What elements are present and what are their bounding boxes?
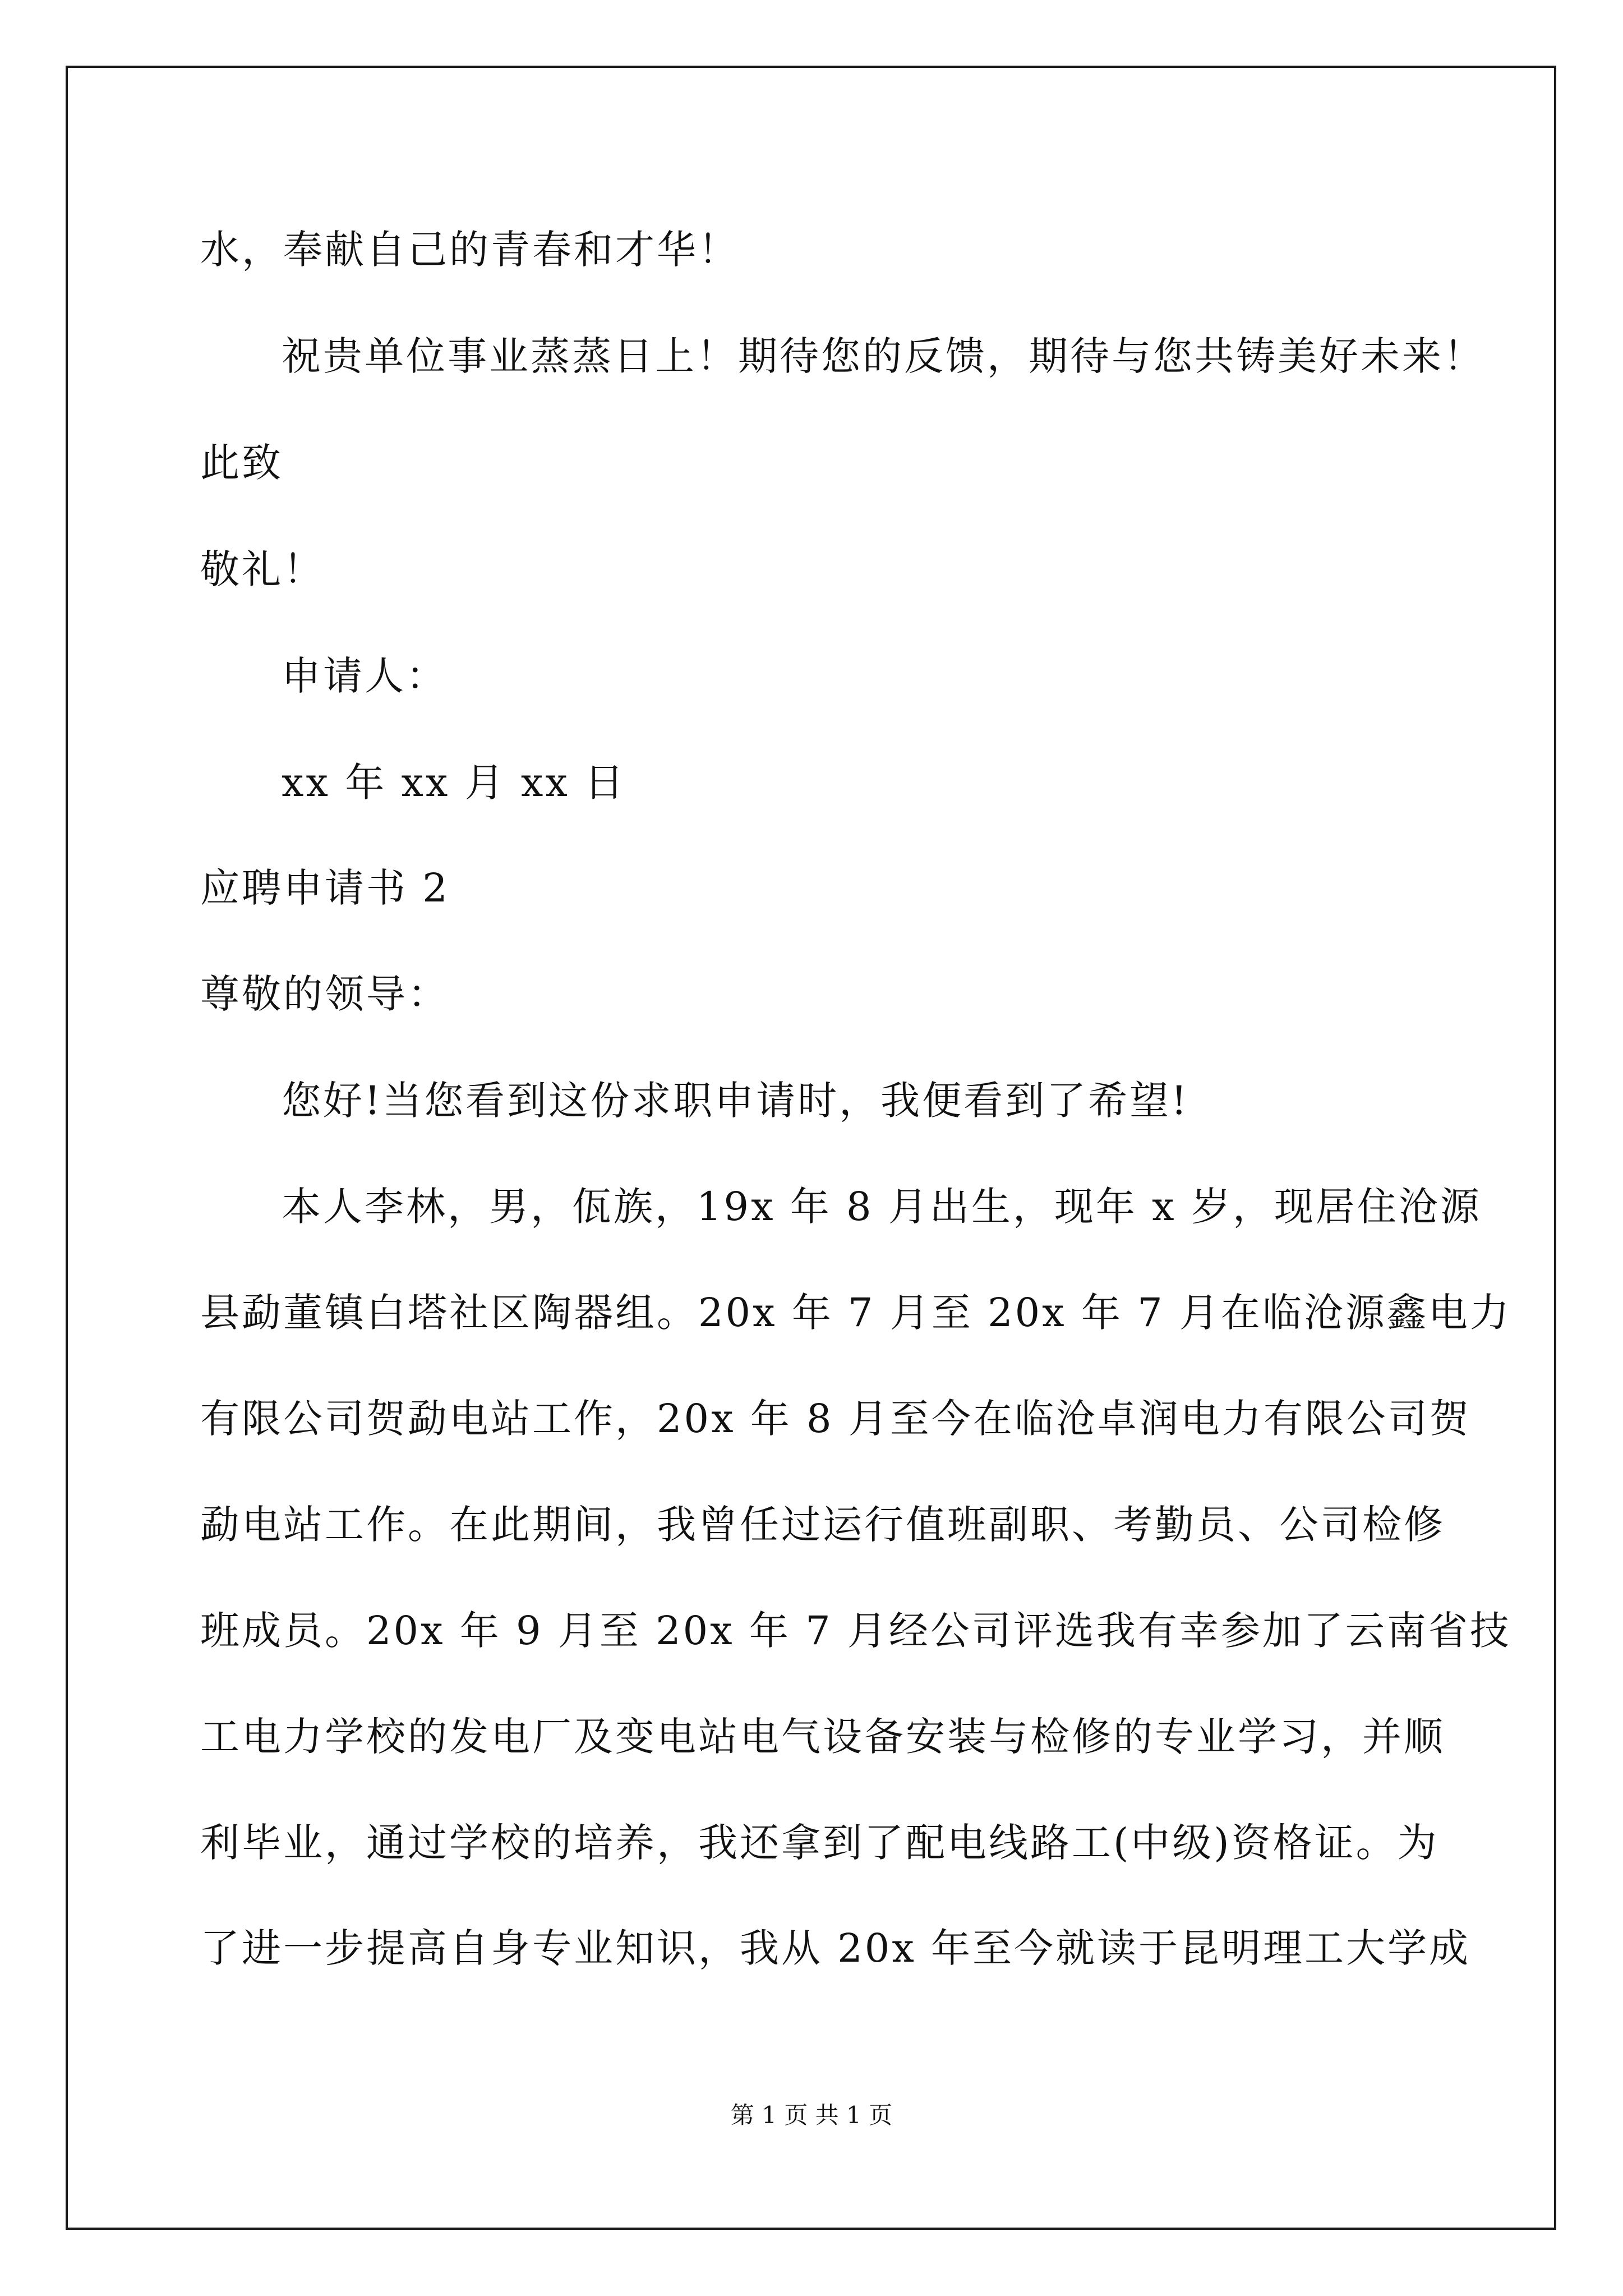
date-line: xx 年 xx 月 xx 日 bbox=[282, 760, 626, 806]
body-line-6: 工电力学校的发电厂及变电站电气设备安装与检修的专业学习，并顺 bbox=[200, 1714, 1445, 1760]
body-line-4: 勐电站工作。在此期间，我曾任过运行值班副职、考勤员、公司检修 bbox=[200, 1502, 1445, 1548]
text-line-2-wishes: 祝贵单位事业蒸蒸日上！期待您的反馈，期待与您共铸美好未来！ bbox=[282, 333, 1485, 379]
body-line-2: 县勐董镇白塔社区陶器组。20x 年 7 月至 20x 年 7 月在临沧源鑫电力 bbox=[200, 1290, 1511, 1336]
text-line-3-closing: 此致 bbox=[200, 440, 283, 486]
text-line-1: 水，奉献自己的青春和才华！ bbox=[200, 227, 740, 273]
body-line-1: 本人李林，男，佤族，19x 年 8 月出生，现年 x 岁，现居住沧源 bbox=[282, 1184, 1482, 1230]
applicant-label: 申请人： bbox=[282, 653, 448, 699]
body-line-7: 利毕业，通过学校的培养，我还拿到了配电线路工(中级)资格证。为 bbox=[200, 1820, 1439, 1866]
section-title: 应聘申请书 2 bbox=[200, 865, 450, 911]
body-line-8: 了进一步提高自身专业知识，我从 20x 年至今就读于昆明理工大学成 bbox=[200, 1925, 1471, 1971]
text-line-4-salute: 敬礼！ bbox=[200, 546, 325, 592]
body-line-3: 有限公司贺勐电站工作，20x 年 8 月至今在临沧卓润电力有限公司贺 bbox=[200, 1396, 1471, 1442]
greeting-line: 您好!当您看到这份求职申请时，我便看到了希望! bbox=[282, 1078, 1189, 1124]
body-line-5: 班成员。20x 年 9 月至 20x 年 7 月经公司评选我有幸参加了云南省技 bbox=[200, 1608, 1511, 1654]
page-border bbox=[66, 66, 1556, 2230]
page-number-footer: 第 1 页 共 1 页 bbox=[730, 2101, 893, 2129]
salutation: 尊敬的领导： bbox=[200, 971, 449, 1017]
